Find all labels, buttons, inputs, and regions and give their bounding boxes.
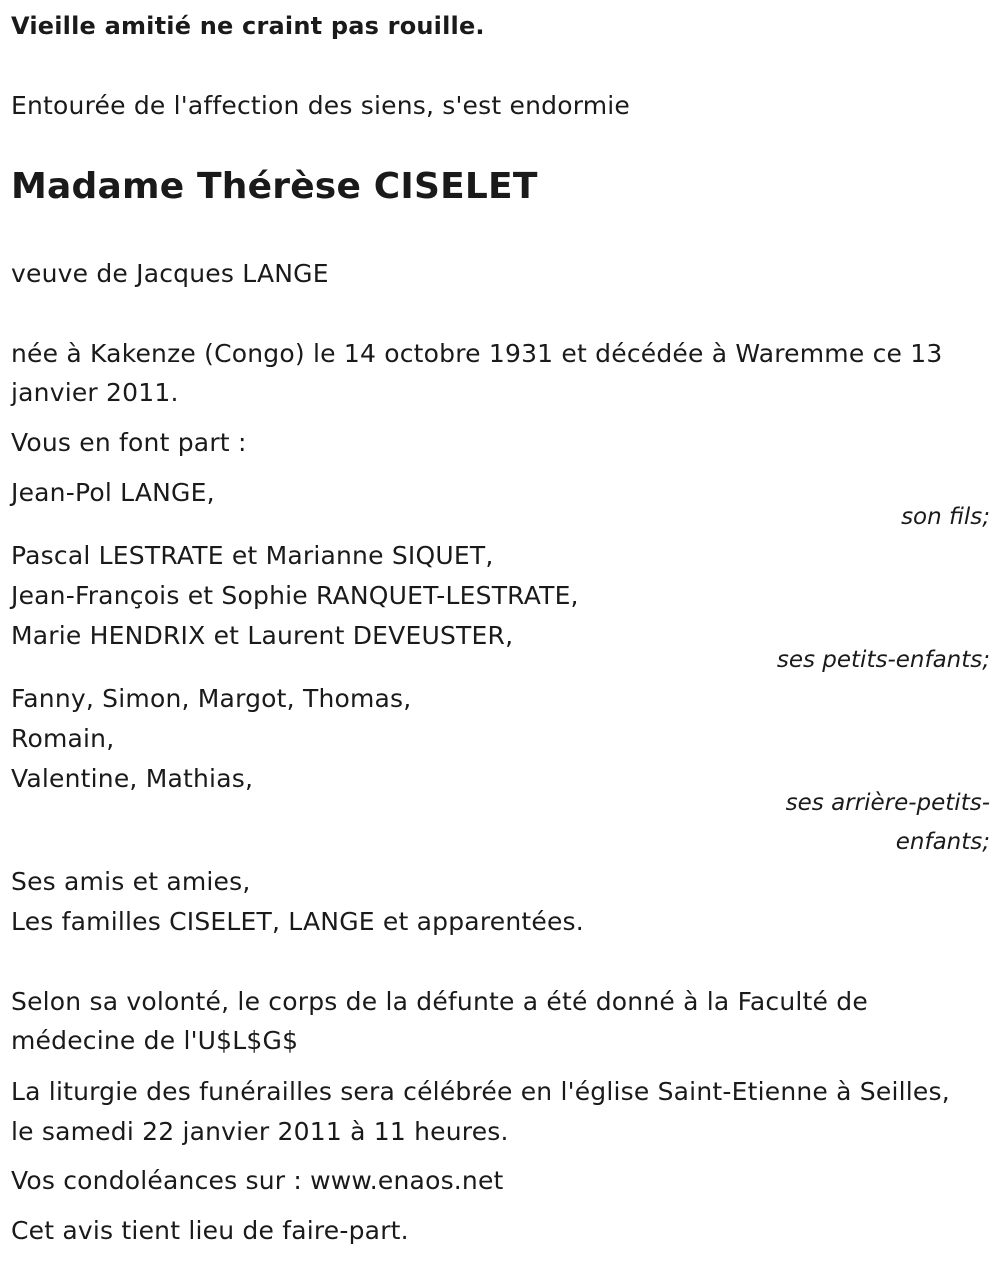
announce-text: Vous en font part : [11,428,247,457]
birth-death-line-1: née à Kakenze (Congo) le 14 octobre 1931 et décédée à Waremme ce 13 [11,339,943,368]
notice-text: Cet avis tient lieu de faire-part. [11,1216,409,1245]
condolences-text: Vos condoléances sur : www.enaos.net [11,1166,504,1195]
intro-text: Entourée de l'affection des siens, s'est endormie [11,91,631,120]
grandchild-line: Marie HENDRIX et Laurent DEVEUSTER, [11,621,514,650]
body-donation-line-1: Selon sa volonté, le corps de la défunte a été donné à la Faculté de [11,987,868,1016]
motto: Vieille amitié ne craint pas rouille. [11,12,485,40]
liturgy-line-1: La liturgie des funérailles sera célébrée en l'église Saint-Etienne à Seilles, [11,1077,950,1106]
grandchild-line: Jean-François et Sophie RANQUET-LESTRATE, [11,581,579,610]
grandchild-line: Pascal LESTRATE et Marianne SIQUET, [11,541,494,570]
son-name: Jean-Pol LANGE, [11,478,215,507]
body-donation-line-2: médecine de l'U$L$G$ [11,1026,299,1055]
son-relation: son fils; [901,504,990,530]
great-grandchild-line: Romain, [11,724,115,753]
widow-of: veuve de Jacques LANGE [11,259,329,288]
grandchildren-relation: ses petits-enfants; [776,647,990,673]
liturgy-line-2: le samedi 22 janvier 2011 à 11 heures. [11,1117,509,1146]
great-grandchildren-relation-line-2: enfants; [895,829,990,855]
families-line: Les familles CISELET, LANGE et apparentées. [11,907,584,936]
birth-death-line-2: janvier 2011. [11,378,179,407]
great-grandchildren-relation-line-1: ses arrière-petits- [785,790,990,816]
great-grandchild-line: Fanny, Simon, Margot, Thomas, [11,684,412,713]
friends-line: Ses amis et amies, [11,867,251,896]
great-grandchild-line: Valentine, Mathias, [11,764,254,793]
deceased-name: Madame Thérèse CISELET [11,166,538,207]
